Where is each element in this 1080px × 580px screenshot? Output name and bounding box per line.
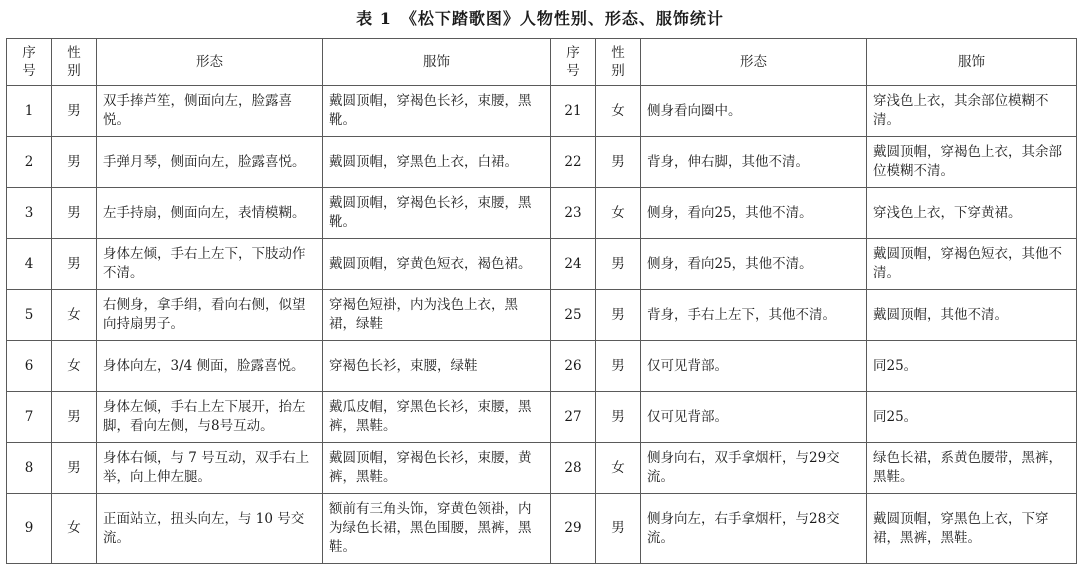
cell-gender: 女 [596, 86, 641, 137]
cell-posture: 仅可见背部。 [641, 341, 867, 392]
cell-gender: 男 [52, 392, 97, 443]
cell-attire: 戴圆顶帽，其他不清。 [867, 290, 1077, 341]
cell-posture: 身体向左，3/4 侧面，脸露喜悦。 [97, 341, 323, 392]
cell-gender: 女 [596, 188, 641, 239]
cell-attire: 穿浅色上衣，其余部位模糊不清。 [867, 86, 1077, 137]
cell-index: 27 [551, 392, 596, 443]
cell-index: 23 [551, 188, 596, 239]
cell-gender: 男 [596, 137, 641, 188]
cell-gender: 男 [52, 239, 97, 290]
cell-posture: 身体右倾，与 7 号互动，双手右上举，向上伸左腿。 [97, 443, 323, 494]
cell-posture: 身体左倾，手右上左下展开，抬左脚，看向左侧，与8号互动。 [97, 392, 323, 443]
cell-posture: 侧身向左，右手拿烟杆，与28交流。 [641, 494, 867, 564]
cell-gender: 男 [596, 290, 641, 341]
cell-index: 3 [7, 188, 52, 239]
table-row [7, 188, 1077, 239]
table-row [7, 86, 1077, 137]
cell-index: 8 [7, 443, 52, 494]
cell-gender: 男 [596, 494, 641, 564]
cell-attire: 戴圆顶帽，穿褐色长衫，束腰，黑靴。 [323, 188, 551, 239]
table-header-row [7, 39, 1077, 86]
header-index: 序 号 [7, 39, 52, 86]
table-row [7, 494, 1077, 564]
table-row [7, 290, 1077, 341]
cell-attire: 穿褐色长衫，束腰，绿鞋 [323, 341, 551, 392]
cell-attire: 戴圆顶帽，穿黄色短衣，褐色裙。 [323, 239, 551, 290]
cell-index: 29 [551, 494, 596, 564]
cell-index: 1 [7, 86, 52, 137]
cell-attire: 戴圆顶帽，穿褐色长衫，束腰，黄裤，黑鞋。 [323, 443, 551, 494]
table-caption: 表 1 《松下踏歌图》人物性别、形态、服饰统计 [356, 9, 724, 28]
cell-posture: 侧身看向圈中。 [641, 86, 867, 137]
cell-posture: 正面站立，扭头向左，与 10 号交流。 [97, 494, 323, 564]
table-row [7, 137, 1077, 188]
cell-posture: 左手持扇，侧面向左，表情模糊。 [97, 188, 323, 239]
header-posture: 形态 [97, 39, 323, 86]
cell-posture: 背身，伸右脚，其他不清。 [641, 137, 867, 188]
header-attire: 服饰 [323, 39, 551, 86]
cell-gender: 女 [52, 494, 97, 564]
cell-index: 22 [551, 137, 596, 188]
cell-attire: 穿褐色短褂，内为浅色上衣，黑裙，绿鞋 [323, 290, 551, 341]
cell-index: 28 [551, 443, 596, 494]
table-row [7, 392, 1077, 443]
table-row [7, 443, 1077, 494]
table-row [7, 341, 1077, 392]
cell-index: 4 [7, 239, 52, 290]
cell-posture: 身体左倾，手右上左下，下肢动作不清。 [97, 239, 323, 290]
cell-posture: 双手捧芦笙，侧面向左，脸露喜悦。 [97, 86, 323, 137]
cell-index: 5 [7, 290, 52, 341]
table-row [7, 239, 1077, 290]
cell-attire: 戴圆顶帽，穿黑色上衣，下穿裙，黑裤，黑鞋。 [867, 494, 1077, 564]
header-attire: 服饰 [867, 39, 1077, 86]
cell-gender: 女 [52, 341, 97, 392]
cell-attire: 戴圆顶帽，穿褐色长衫，束腰，黑靴。 [323, 86, 551, 137]
cell-posture: 侧身，看向25，其他不清。 [641, 188, 867, 239]
cell-attire: 同25。 [867, 392, 1077, 443]
cell-gender: 男 [52, 137, 97, 188]
cell-posture: 手弹月琴，侧面向左，脸露喜悦。 [97, 137, 323, 188]
header-posture: 形态 [641, 39, 867, 86]
cell-posture: 侧身向右，双手拿烟杆，与29交流。 [641, 443, 867, 494]
cell-posture: 背身，手右上左下，其他不清。 [641, 290, 867, 341]
cell-attire: 绿色长裙，系黄色腰带，黑裤，黑鞋。 [867, 443, 1077, 494]
cell-gender: 男 [52, 188, 97, 239]
cell-attire: 额前有三角头饰，穿黄色领褂，内为绿色长裙，黑色围腰，黑裤，黑鞋。 [323, 494, 551, 564]
header-index: 序 号 [551, 39, 596, 86]
cell-gender: 女 [52, 290, 97, 341]
cell-posture: 仅可见背部。 [641, 392, 867, 443]
cell-index: 26 [551, 341, 596, 392]
cell-gender: 女 [596, 443, 641, 494]
cell-attire: 戴圆顶帽，穿黑色上衣，白裙。 [323, 137, 551, 188]
cell-attire: 同25。 [867, 341, 1077, 392]
header-gender: 性 别 [52, 39, 97, 86]
cell-gender: 男 [52, 443, 97, 494]
cell-index: 9 [7, 494, 52, 564]
cell-index: 25 [551, 290, 596, 341]
cell-index: 2 [7, 137, 52, 188]
cell-index: 24 [551, 239, 596, 290]
cell-attire: 戴圆顶帽，穿褐色上衣，其余部位模糊不清。 [867, 137, 1077, 188]
cell-posture: 右侧身，拿手绢，看向右侧，似望向持扇男子。 [97, 290, 323, 341]
cell-index: 6 [7, 341, 52, 392]
cell-index: 21 [551, 86, 596, 137]
cell-gender: 男 [596, 239, 641, 290]
cell-gender: 男 [52, 86, 97, 137]
cell-gender: 男 [596, 341, 641, 392]
cell-attire: 穿浅色上衣，下穿黄裙。 [867, 188, 1077, 239]
cell-index: 7 [7, 392, 52, 443]
cell-posture: 侧身，看向25，其他不清。 [641, 239, 867, 290]
header-gender: 性 别 [596, 39, 641, 86]
statistics-table [6, 38, 1077, 564]
cell-attire: 戴瓜皮帽，穿黑色长衫，束腰，黑裤，黑鞋。 [323, 392, 551, 443]
cell-gender: 男 [596, 392, 641, 443]
cell-attire: 戴圆顶帽，穿褐色短衣，其他不清。 [867, 239, 1077, 290]
